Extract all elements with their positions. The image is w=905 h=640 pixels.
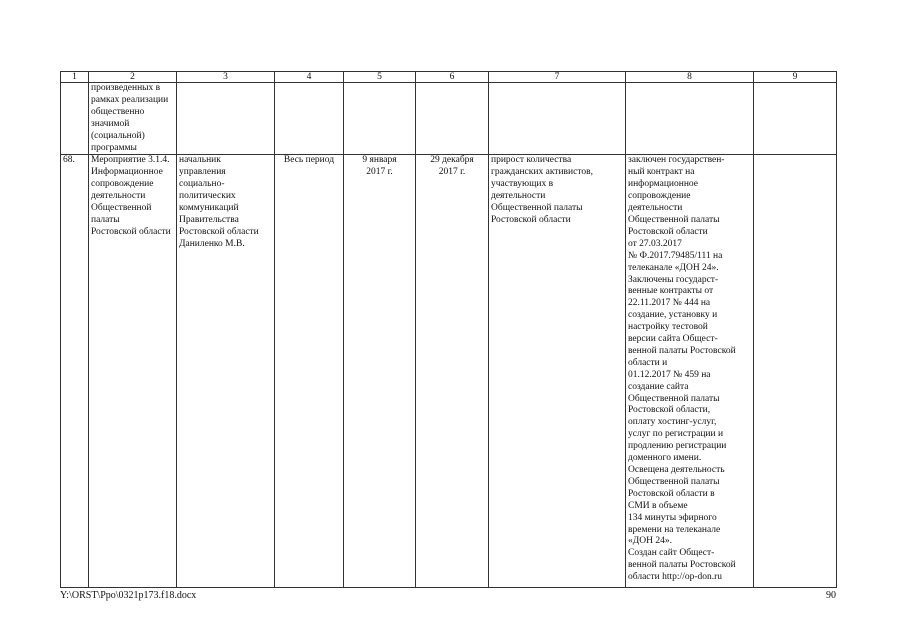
event-name: Мероприятие 3.1.4. Информационное сопровождение деятельности Общественной палаты Ростовской области	[89, 155, 177, 588]
expected-result: прирост количества гражданских активистов, участвующих в деятельности Общественной палаты Ростовской области	[489, 155, 626, 588]
actual-result: заключен государствен- ный контракт на информационное сопровождение деятельности Общественной палаты Ростовской области от 27.03.2017 № Ф.2017.79485/111 на телеканале «ДОН 24». Заключены государст- венные контракты от 22.11.2017 № 444 на создание, установку и настройку тестовой версии сайта Общест- венной палаты Ростовской области и 01.12.2017 № 459 на создание сайта Общественной палаты Ростовской области, оплату хостинг-услуг, услуг по регистрации и продлению регистрации доменного имени. Освещена деятельность Общественной палаты Ростовской области в СМИ в объеме 134 минуты эфирного времени на телеканале «ДОН 24». Создан сайт Общест- венной палаты Ростовской области http://op-don.ru	[626, 155, 754, 588]
continuation-event-text: произведенных в рамках реализации общественно значимой (социальной) программы	[89, 83, 177, 155]
column-number: 7	[489, 72, 626, 83]
column-number-row	[61, 72, 837, 83]
column-number: 8	[626, 72, 754, 83]
continuation-row	[61, 83, 837, 155]
period: Весь период	[275, 155, 344, 588]
page-number: 90	[826, 590, 836, 601]
column-number: 9	[754, 72, 837, 83]
column-number: 2	[89, 72, 177, 83]
notes-cell	[754, 155, 837, 588]
report-table	[60, 71, 837, 588]
table-row	[61, 155, 837, 588]
column-number: 1	[61, 72, 89, 83]
end-date: 29 декабря 2017 г.	[416, 155, 489, 588]
start-date: 9 января 2017 г.	[344, 155, 416, 588]
responsible-person: начальник управления социально- политических коммуникаций Правительства Ростовской области Даниленко М.В.	[177, 155, 275, 588]
row-number: 68.	[61, 155, 89, 588]
column-number: 3	[177, 72, 275, 83]
column-number: 5	[344, 72, 416, 83]
column-number: 6	[416, 72, 489, 83]
column-number: 4	[275, 72, 344, 83]
footer-file-path: Y:\ORST\Ppo\0321p173.f18.docx	[60, 590, 197, 601]
